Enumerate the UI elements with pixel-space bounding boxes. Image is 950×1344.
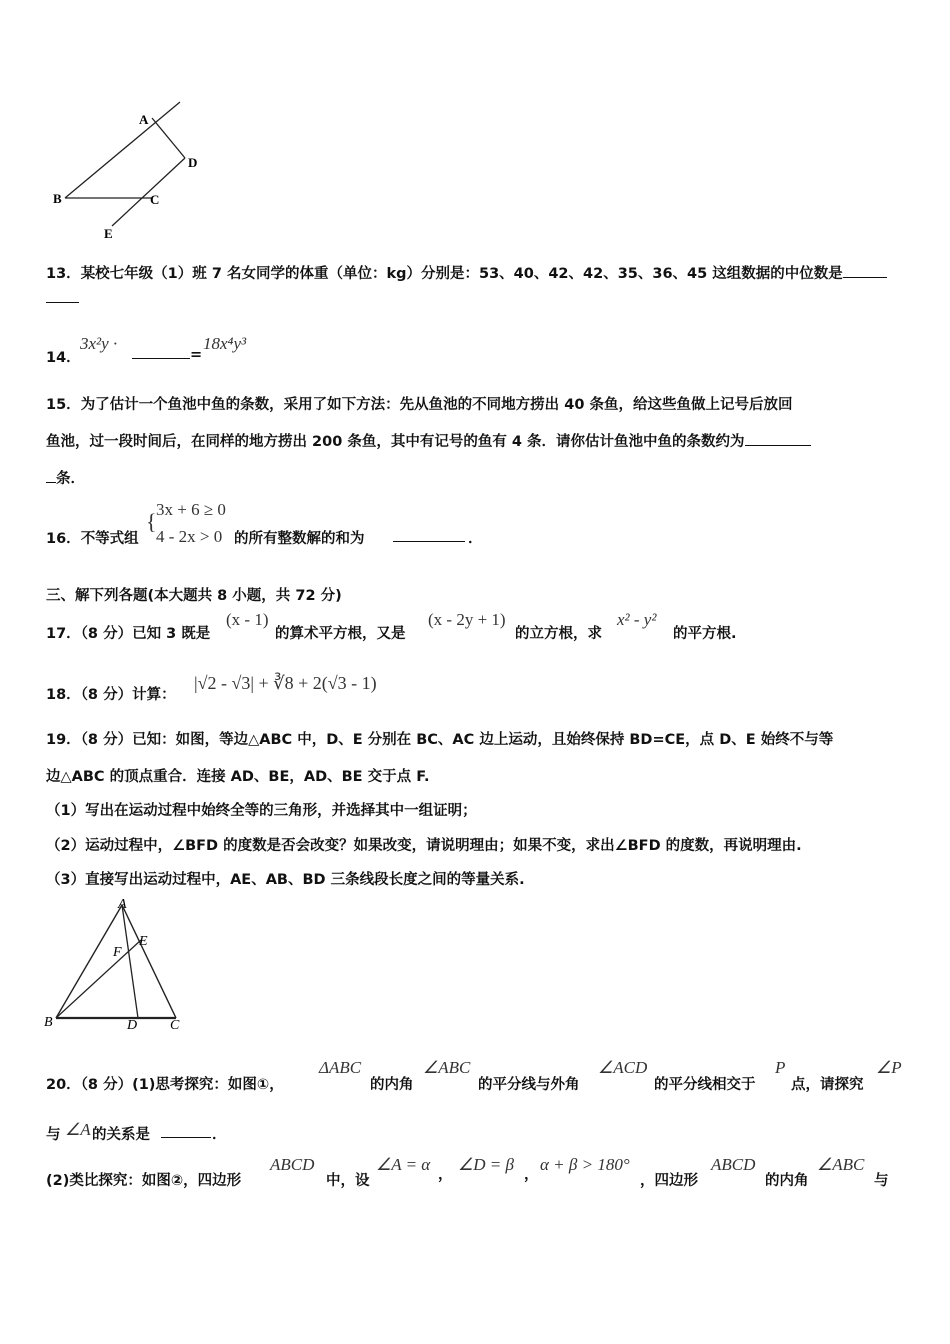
section-3-title: 三、解下列各题(本大题共 8 小题，共 72 分)	[46, 588, 342, 604]
question-15-number: 15．	[46, 397, 81, 413]
inequality-1: 3x + 6 ≥ 0	[156, 500, 226, 519]
question-20-line-2-end: ．	[212, 1127, 227, 1143]
label-d: D	[127, 1018, 138, 1033]
question-19-number: 19．	[46, 732, 81, 748]
question-17-points: （8 分）已知 3 既是	[80, 626, 211, 642]
label-b: B	[53, 191, 62, 206]
question-13-number: 13．	[46, 266, 81, 282]
question-20-text-5: 点，请探究	[791, 1077, 864, 1093]
question-16-prefix	[46, 527, 139, 548]
label-f: F	[113, 945, 122, 960]
math-point-p: P	[775, 1058, 786, 1077]
question-20-text-3: 的平分线与外角	[478, 1077, 580, 1093]
label-a: A	[139, 112, 149, 127]
question-19-sub-3: （3）直接写出运动过程中，AE、AB、BD 三条线段长度之间的等量关系.	[46, 872, 525, 888]
separator-2: ，	[524, 1167, 539, 1183]
question-18-number: 18．	[46, 687, 81, 703]
math-angle-d-beta: ∠D = β	[458, 1155, 514, 1174]
question-18-expression: |√2 - √3| + ∛8 + 2(√3 - 1)	[194, 673, 377, 693]
question-15-text-3: 条．	[56, 471, 85, 487]
answer-blank-20	[161, 1137, 211, 1138]
segment-be	[56, 940, 141, 1018]
label-c: C	[170, 1018, 180, 1033]
line-through-e-c-d	[112, 158, 185, 226]
brace-icon: {	[146, 509, 157, 534]
answer-blank-13-continued	[46, 302, 79, 303]
question-14-rhs: 18x⁴y³	[203, 334, 247, 353]
question-17-expr-1: (x - 1)	[226, 610, 269, 629]
question-20-start	[46, 1073, 284, 1094]
question-20-text-2: 的内角	[370, 1077, 414, 1093]
segment-ad	[152, 118, 185, 158]
math-abcd-2: ABCD	[711, 1155, 756, 1174]
line-through-b-a	[65, 102, 180, 198]
question-20-number: 20．	[46, 1077, 81, 1093]
question-17-expr-3: x² - y²	[617, 610, 657, 629]
question-14-lhs: 3x²y ·	[80, 334, 118, 353]
question-18-points: （8 分）计算：	[80, 687, 176, 703]
question-15-line-1	[46, 393, 792, 414]
question-19-text-1: （8 分）已知：如图，等边△ABC 中，D、E 分别在 BC、AC 边上运动，且始终保持 BD=CE，点 D、E 始终不与等	[80, 732, 834, 748]
question-16-suffix	[234, 527, 365, 548]
figure-parallel-lines	[40, 95, 220, 245]
question-15-line-3	[46, 467, 85, 488]
separator-1: ，	[438, 1167, 453, 1183]
answer-blank-14	[132, 358, 190, 359]
figure-equilateral-triangle	[40, 893, 200, 1038]
question-20-line-2-start: 与	[46, 1127, 61, 1143]
label-c: C	[150, 192, 160, 207]
question-18-start	[46, 683, 176, 704]
question-20-text-1: （8 分）(1)思考探究：如图①，	[80, 1077, 284, 1093]
question-17-mid-1: 的算术平方根，又是	[275, 626, 406, 642]
inequality-2: 4 - 2x > 0	[156, 527, 223, 546]
question-14-equals: =	[190, 347, 203, 363]
question-17-number: 17．	[46, 626, 81, 642]
math-angle-a: ∠A	[65, 1120, 91, 1139]
question-16-pre: 不等式组	[80, 531, 139, 547]
question-20-part-2-text-2: ，四边形	[640, 1173, 698, 1189]
question-13-text: 某校七年级（1）班 7 名女同学的体重（单位：kg）分别是：53、40、42、42、35、36、45 这组数据的中位数是	[80, 266, 843, 282]
question-20-part-2-text-1: 中，设	[326, 1173, 370, 1189]
question-17-start	[46, 622, 210, 643]
math-triangle-abc: ΔABC	[319, 1058, 362, 1077]
question-13	[46, 262, 887, 283]
label-e: E	[139, 934, 148, 949]
question-15-text-2: 鱼池，过一段时间后，在同样的地方捞出 200 条鱼，其中有记号的鱼有 4 条．请你估计鱼池中鱼的条数约为	[46, 434, 745, 450]
question-19-sub-2: （2）运动过程中，∠BFD 的度数是否会改变？如果改变，请说明理由；如果不变，求出∠BFD 的度数，再说明理由.	[46, 838, 802, 854]
question-17-expr-2: (x - 2y + 1)	[428, 610, 506, 629]
math-angle-abc-2: ∠ABC	[817, 1155, 865, 1174]
answer-blank-13	[843, 263, 887, 278]
question-15-text-1: 为了估计一个鱼池中鱼的条数，采用了如下方法：先从鱼池的不同地方捞出 40 条鱼，给这些鱼做上记号后放回	[80, 397, 793, 413]
label-b: B	[44, 1015, 53, 1030]
question-17-end: 的平方根.	[673, 626, 737, 642]
question-17-mid-2: 的立方根，求	[515, 626, 602, 642]
answer-blank-15-continued	[46, 468, 56, 483]
math-alpha-plus-beta: α + β > 180°	[540, 1155, 630, 1174]
question-16-number: 16．	[46, 531, 81, 547]
label-d: D	[188, 155, 198, 170]
question-20-part-2-start: (2)类比探究：如图②，四边形	[46, 1173, 242, 1189]
question-20-line-2-text: 的关系是	[92, 1127, 150, 1143]
question-19-line-1	[46, 728, 833, 749]
question-15-line-2	[46, 430, 811, 451]
answer-blank-16	[393, 541, 465, 542]
question-19-line-2: 边△ABC 的顶点重合．连接 AD、BE，AD、BE 交于点 F.	[46, 769, 430, 785]
math-abcd-1: ABCD	[270, 1155, 315, 1174]
answer-blank-15	[745, 431, 811, 446]
question-16-end: ．	[468, 531, 483, 547]
math-angle-acd: ∠ACD	[598, 1058, 648, 1077]
math-angle-p: ∠P	[876, 1058, 902, 1077]
question-20-part-2-text-4: 与	[874, 1173, 889, 1189]
question-20-part-2-text-3: 的内角	[765, 1173, 809, 1189]
label-a: A	[118, 897, 127, 912]
label-e: E	[104, 226, 113, 241]
math-angle-abc: ∠ABC	[423, 1058, 471, 1077]
math-angle-a-alpha: ∠A = α	[376, 1155, 431, 1174]
question-20-text-4: 的平分线相交于	[654, 1077, 756, 1093]
question-14-number: 14．	[46, 350, 81, 366]
question-16-post: 的所有整数解的和为	[234, 531, 365, 547]
question-19-sub-1: （1）写出在运动过程中始终全等的三角形，并选择其中一组证明；	[46, 803, 477, 819]
side-ab	[56, 905, 122, 1018]
